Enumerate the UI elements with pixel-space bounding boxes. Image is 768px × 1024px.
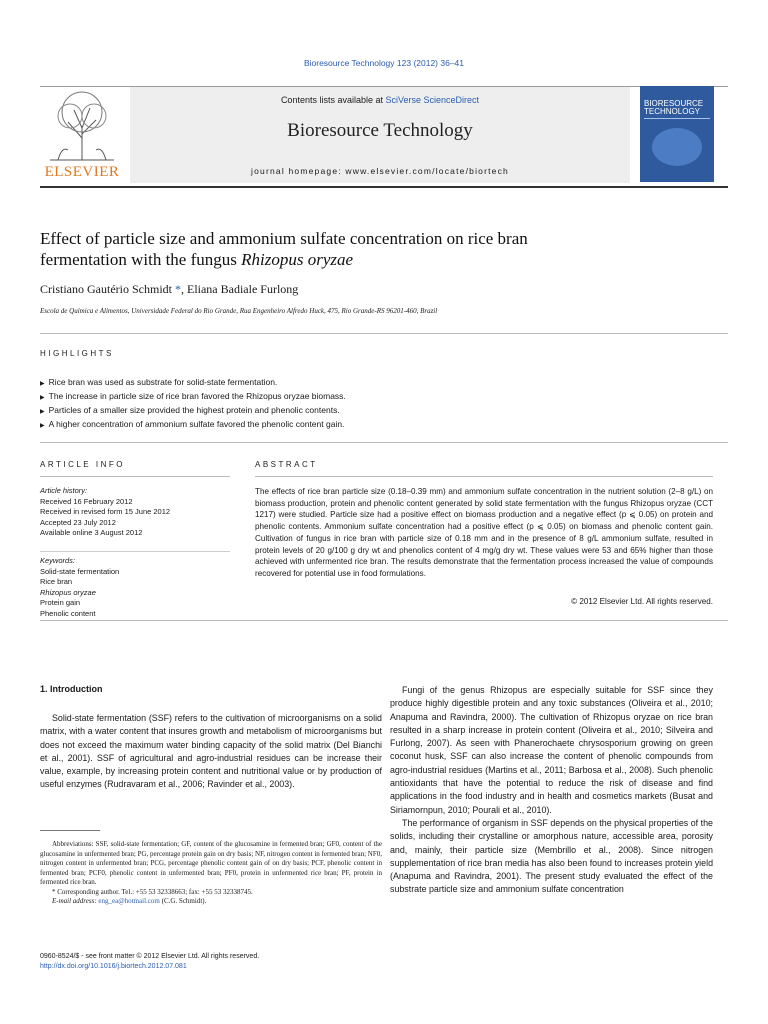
paragraph: Solid-state fermentation (SSF) refers to the cultivation of microorganisms on a solid matrix, with a water content that insures growth and metabolism of microorganisms but does not exceed the maximum water binding capacity of the solid matrix (Del Bianchi et al., 2001). SSF of agricultural and agro-industrial residues can be increase their value, example, by increasing protein content and nutritional value or by production of useful enzymes (Rudravaram et al., 2006; Ravinder et al., 2003). — [40, 713, 382, 790]
author-name: Cristiano Gautério Schmidt — [40, 282, 172, 296]
authors — [40, 282, 298, 297]
divider — [40, 476, 230, 477]
author-separator: , — [180, 282, 187, 296]
paragraph: The performance of organism in SSF depends on the physical properties of the solids, including their crystalline or amorphous nature, accessible area, porosity and, mainly, their particle size (Membrillo et al., 2008). Since nitrogen supplementation of rice bran media has also been found to increases protein yield (Anapuma and Ravindra, 2001). The present study evaluated the effect of the substrate particle size and ammonium sulfate concentration — [390, 817, 713, 895]
doi-link[interactable]: http://dx.doi.org/10.1016/j.biortech.2012.07.081 — [40, 963, 187, 970]
bullet-triangle-icon: ▶ — [40, 409, 45, 415]
bottom-info — [40, 952, 259, 972]
highlight-text: The increase in particle size of rice bran favored the Rhizopus oryzae biomass. — [48, 391, 346, 401]
article-title — [40, 228, 680, 270]
divider — [40, 333, 728, 334]
article-history — [40, 486, 230, 539]
divider — [40, 442, 728, 443]
cover-artwork — [652, 128, 702, 166]
footnote-rule — [40, 830, 100, 831]
author-name: Eliana Badiale Furlong — [186, 282, 299, 296]
history-item: Available online 3 August 2012 — [40, 528, 143, 537]
highlights-heading: HIGHLIGHTS — [40, 349, 114, 358]
abbreviations-footnote: Abbreviations: SSF, solid-state fermentation; GF, content of the glucosamine in fermented bran; GF0, content of the glucosamine in unfermented bran; PG, percentage protein gain on dry basis; NF, nitrogen content in fermented bran; NF0, nitrogen content in unfermented bran; PCG, percentage phenolic content gain of on dry basis; PCF, phenolic content in fermented bran; PCF0, phenolic content in unfermented bran; PF0, protein in unfermented rice bran; PF, protein in fermented rice bran. — [40, 840, 382, 886]
highlight-item — [40, 376, 720, 390]
journal-homepage[interactable]: journal homepage: www.elsevier.com/locate/biortech — [251, 166, 509, 176]
journal-reference[interactable]: Bioresource Technology 123 (2012) 36–41 — [303, 58, 465, 68]
keyword: Rhizopus oryzae — [40, 587, 96, 597]
intro-right-column — [390, 684, 713, 897]
abstract-text: The effects of rice bran particle size (0.18–0.39 mm) and ammonium sulfate concentration in the nutrient solution (2–8 g/L) on biomass production, protein and phenolic content generated by solid state fermentation with the fungus Rhizopus oryzae (CCT 1217) were studied. Particle size had a positive effect on biomass production and a negative effect (p ⩽ 0.05) on protein and phenolic contents. Ammonium sulfate concentration had a positive effect (p ⩽ 0.05) on biomass and phenolic content gain. Cultivation of fungus in rice bran with particle size of 0.18 mm and in the presence of 8 g/L ammonium sulfate, resulted in protein levels of 20 g/100 g dry wt and phenolics content of 4 mg/g dry wt. These values were 53 and 65% higher than those achieved with unfermented rice bran. The results demonstrate that the fermentation process increased the value of compounds recovered for potential use in food formulations. — [255, 487, 713, 578]
keyword: Solid-state fermentation — [40, 566, 120, 576]
history-item: Received 16 February 2012 — [40, 496, 133, 506]
intro-left-paragraph — [40, 712, 382, 792]
history-label: Article history: — [40, 486, 88, 495]
title-line1: Effect of particle size and ammonium sulfate concentration on rice bran — [40, 229, 528, 248]
highlight-item — [40, 404, 720, 418]
keywords-label: Keywords: — [40, 556, 76, 565]
footnotes — [40, 840, 382, 907]
highlight-item — [40, 418, 720, 432]
highlight-text: Rice bran was used as substrate for solid-state fermentation. — [48, 377, 278, 387]
keyword: Protein gain — [40, 598, 81, 607]
keyword: Rice bran — [40, 577, 73, 586]
corresponding-footnote: * Corresponding author. Tel.: +55 53 32338663; fax: +55 53 32338745. — [52, 887, 253, 896]
cover-title: BIORESOURCE TECHNOLOGY — [644, 99, 704, 116]
contents-line — [130, 95, 630, 105]
bullet-triangle-icon: ▶ — [40, 423, 45, 429]
abstract-copyright: © 2012 Elsevier Ltd. All rights reserved. — [571, 597, 713, 606]
contents-prefix: Contents lists available at — [280, 95, 386, 105]
highlights-list — [40, 376, 720, 432]
email-suffix: (C.G. Schmidt). — [159, 897, 207, 905]
corresponding-mark[interactable]: * — [174, 282, 181, 296]
bullet-triangle-icon: ▶ — [40, 395, 45, 401]
email-label: E-mail address: — [52, 897, 99, 905]
history-item: Received in revised form 15 June 2012 — [40, 507, 171, 516]
title-line2: fermentation with the fungus — [40, 250, 242, 269]
sciencedirect-link[interactable]: SciVerse ScienceDirect — [385, 95, 480, 105]
divider — [40, 620, 728, 621]
introduction-heading: 1. Introduction — [40, 684, 103, 694]
highlight-item — [40, 390, 720, 404]
divider — [255, 476, 713, 477]
history-item: Accepted 23 July 2012 — [40, 517, 116, 527]
highlight-text: A higher concentration of ammonium sulfate favored the phenolic content gain. — [48, 419, 345, 429]
affiliation: Escola de Química e Alimentos, Universidade Federal do Rio Grande, Rua Engenheiro Alfredo Huck, 475, Rio Grande-RS 96201-460, Brazil — [40, 307, 438, 315]
keywords — [40, 556, 230, 619]
header-bottom-rule — [40, 186, 728, 188]
email-footnote — [40, 897, 382, 907]
abstract-heading: ABSTRACT — [255, 460, 318, 469]
paragraph: Fungi of the genus Rhizopus are especially suitable for SSF since they produce highly digestible protein and any toxic substances (Oliveira et al., 2010; Anapuma and Ravindra, 2000). The cultivation of Rhizopus oryzae on rice bran resulted in a sharp increase in protein content (Oliveira et al., 2010; Silveira and Furlong, 2007). As seen with Phanerochaete chrysosporium growing on green coconut husk, SSF can also increase the content of phenolic compounds from agro-industrial residues (Martins et al., 2011; Barbosa et al., 2008). Such phenolic antioxidants that have the potential to reduce the risk of disease and find applications in the food industry and in health and cosmetics markets (Busat and Siriamornpun, 2010; Pourali et al., 2010). — [390, 685, 713, 815]
journal-title: Bioresource Technology — [287, 120, 473, 141]
article-info-heading: ARTICLE INFO — [40, 460, 125, 469]
divider — [40, 551, 230, 552]
issn-line: 0960-8524/$ - see front matter © 2012 Elsevier Ltd. All rights reserved. — [40, 953, 260, 960]
cover-divider — [644, 118, 710, 119]
elsevier-wordmark: ELSEVIER — [44, 164, 120, 180]
highlight-text: Particles of a smaller size provided the highest protein and phenolic contents. — [48, 405, 340, 415]
keyword: Phenolic content — [40, 608, 96, 618]
email-link[interactable]: eng_ea@hotmail.com — [98, 897, 160, 905]
bullet-triangle-icon: ▶ — [40, 381, 45, 387]
title-organism: Rhizopus oryzae — [241, 250, 354, 269]
